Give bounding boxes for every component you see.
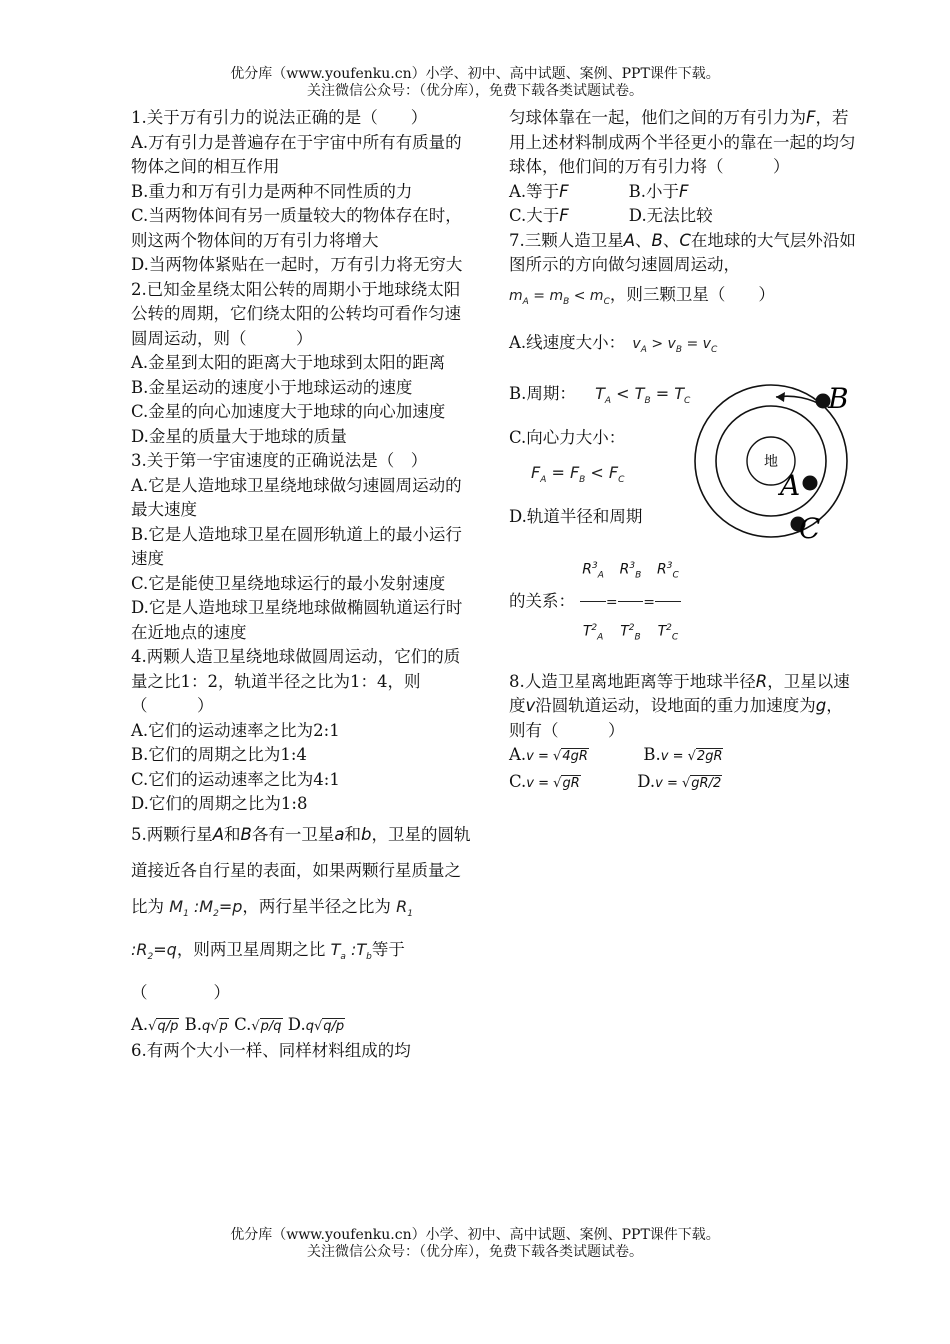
q5-stem: 5.两颗行星A和B各有一卫星a和b，卫星的圆轨道接近各自行星的表面，如果两颗行星质量之比为 $M_1$ $:M_2=p$，两行星半径之比为 $R_1$ $:R_2=q$，则两卫星周期之比 $T_a$ $:T_b$等于（ ）: [131, 824, 471, 1002]
footer-line-2: 关注微信公众号：（优分库），免费下载各类试题试卷。: [307, 1244, 643, 1260]
q8-stem: 8.人造卫星离地距离等于地球半径R，卫星以速度v沿圆轨道运动，设地面的重力加速度为g，则有（ ）: [509, 671, 850, 740]
q7-option-c: C.向心力大小：: [509, 427, 626, 447]
q7-option-c-formula: $F_A = F_B < F_C$: [531, 463, 625, 485]
header-line-1: 优分库（www.youfenku.cn）小学、初中、高中试题、案例、PPT课件下载。: [230, 66, 720, 82]
q7-condition: $m_A = m_B < m_C$，则三颗卫星（ ）: [509, 284, 775, 307]
q2-option-a: A.金星到太阳的距离大于地球到太阳的距离: [131, 353, 446, 372]
q3-option-c: C.它是能使卫星绕地球运行的最小发射速度: [131, 573, 446, 593]
q2-option-d: D.金星的质量大于地球的质量: [131, 426, 347, 446]
q3-stem: 3.关于第一宇宙速度的正确说法是（ ）: [131, 451, 428, 470]
q7-option-d: D.轨道半径和周期: [509, 507, 643, 526]
left-column: [131, 106, 471, 1064]
q4-option-c: C.它们的运动速率之比为4:1: [131, 769, 340, 789]
direction-arrow-icon: [776, 392, 785, 402]
satellite-c-label: C: [799, 512, 821, 545]
q6-options-row1: A.等于F B.小于F: [509, 181, 689, 201]
q7-stem: 7.三颗人造卫星A、B、C在地球的大气层外沿如图所示的方向做匀速圆周运动，: [509, 230, 856, 274]
q5-radius-ratio: $R_1$ $:R_2=q$: [131, 896, 413, 962]
q1-option-a: A.万有引力是普遍存在于宇宙中所有有质量的物体之间的相互作用: [131, 132, 462, 176]
q4-option-a: A.它们的运动速率之比为2:1: [131, 720, 340, 740]
q6-stem-part2: 匀球体靠在一起，他们之间的万有引力为F，若用上述材料制成两个半径更小的靠在一起的均匀球体，他们间的万有引力将（ ）: [509, 108, 856, 176]
q8-options-row2: C.v = √gR D.v = √gR/2: [509, 771, 722, 791]
page-header: [0, 66, 950, 100]
orbit-diagram: [692, 378, 872, 548]
q2-option-c: C.金星的向心加速度大于地球的向心加速度: [131, 402, 446, 421]
q5-options: A.√q/p B.q√p C.√p/q D.q√q/p: [131, 1014, 345, 1034]
q7-option-a: A.线速度大小： $v_A > v_B = v_C$: [509, 332, 718, 355]
q3-option-b: B.它是人造地球卫星在圆形轨道上的最小运行速度: [131, 524, 462, 568]
earth-label: 地: [764, 454, 778, 470]
q1-stem: 1.关于万有引力的说法正确的是（ ）: [131, 108, 428, 127]
q1-option-d: D.当两物体紧贴在一起时，万有引力将无穷大: [131, 255, 463, 274]
q2-option-b: B.金星运动的速度小于地球运动的速度: [131, 377, 413, 397]
q6-stem-part1: 6.有两个大小一样、同样材料组成的均: [131, 1041, 411, 1060]
satellite-a: [803, 476, 818, 491]
q1-option-c: C.当两物体间有另一质量较大的物体存在时，则这两个物体间的万有引力将增大: [131, 206, 462, 250]
page-footer: [0, 1227, 950, 1261]
q4-option-b: B.它们的周期之比为1:4: [131, 745, 307, 764]
q4-option-d: D.它们的周期之比为1:8: [131, 794, 308, 813]
q7-option-b: B.周期： $T_A < T_B = T_C$: [509, 383, 691, 406]
q5-mass-ratio: $M_1$ $:M_2=p$: [169, 896, 243, 919]
q8-options-row1: A.v = √4gR B.v = √2gR: [509, 745, 723, 765]
q5-period-ratio: $T_a$ $:T_b$: [330, 939, 372, 962]
q3-option-a: A.它是人造地球卫星绕地球做匀速圆周运动的最大速度: [131, 475, 462, 519]
q3-option-d: D.它是人造地球卫星绕地球做椭圆轨道运行时在近地点的速度: [131, 598, 463, 642]
q7-option-d-formula: 的关系： $\frac{R^3_A}{T^2_A}$ = $\frac{R^3_B}{T^2_B}$ = $\frac{R^3_C}{T^2_C}$: [509, 540, 859, 664]
q1-option-b: B.重力和万有引力是两种不同性质的力: [131, 181, 413, 201]
q6-options-row2: C.大于F D.无法比较: [509, 206, 713, 225]
footer-line-1: 优分库（www.youfenku.cn）小学、初中、高中试题、案例、PPT课件下载。: [230, 1227, 720, 1243]
satellite-b-label: B: [828, 382, 849, 415]
header-line-2: 关注微信公众号：（优分库），免费下载各类试题试卷。: [307, 83, 643, 99]
q4-stem: 4.两颗人造卫星绕地球做圆周运动，它们的质量之比1：2，轨道半径之比为1：4，则（ ）: [131, 647, 461, 715]
satellite-a-label: A: [780, 469, 801, 502]
q2-stem: 2.已知金星绕太阳公转的周期小于地球绕太阳公转的周期，它们绕太阳的公转均可看作匀速圆周运动，则（ ）: [131, 279, 461, 348]
